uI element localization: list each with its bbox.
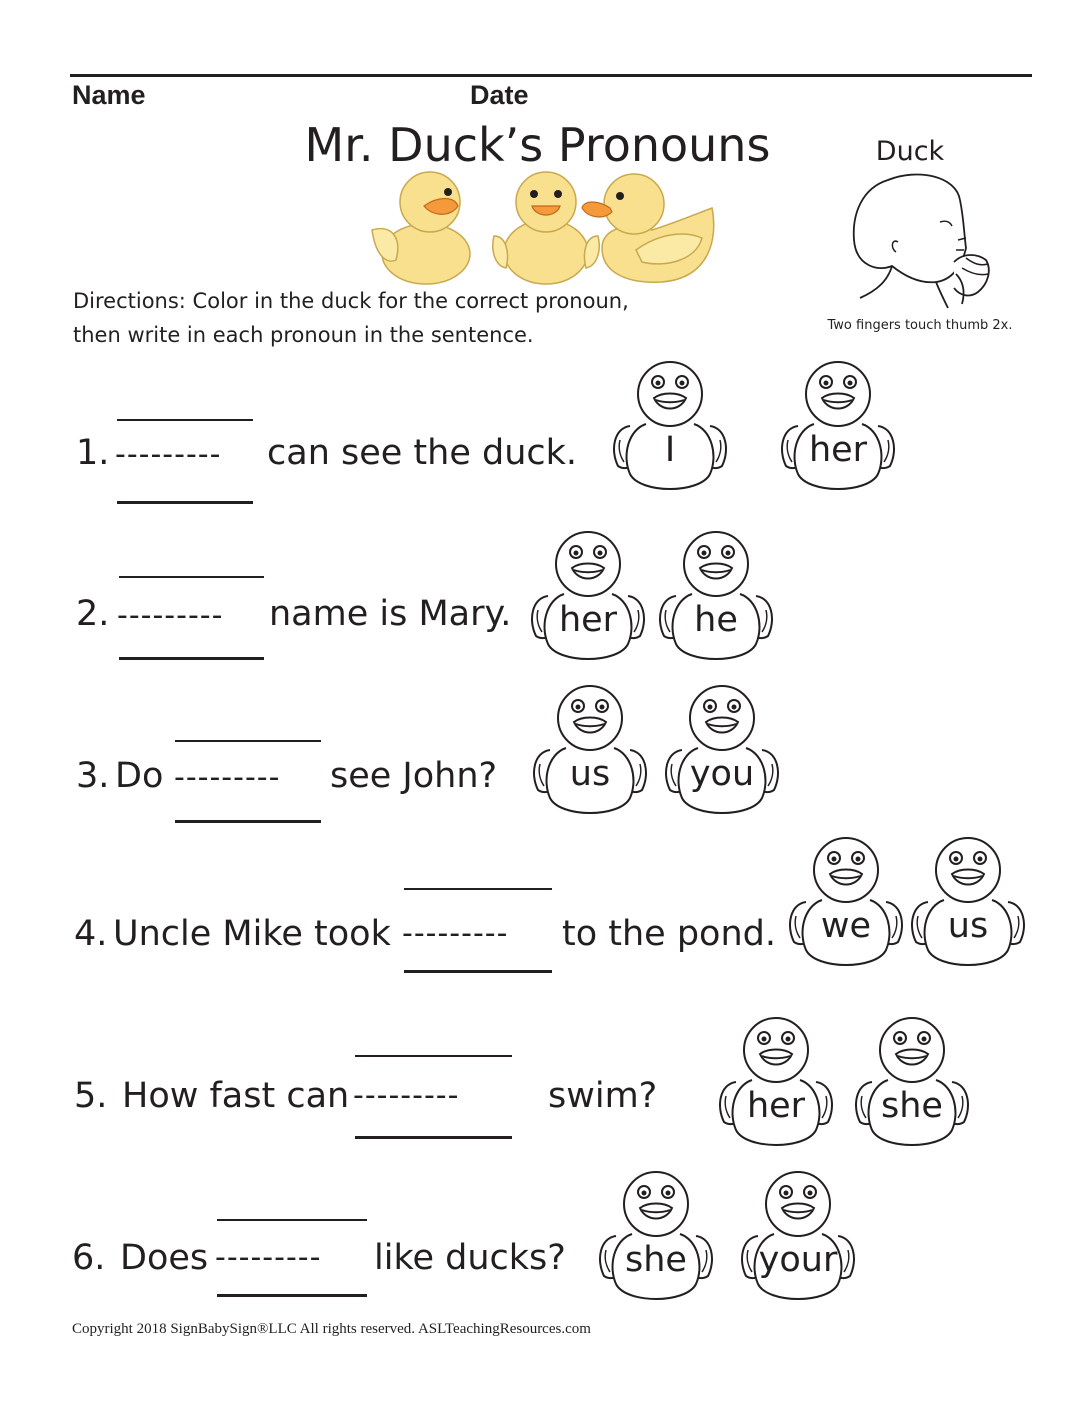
duck-outline-icon <box>608 356 732 496</box>
question-6-number: 6. <box>72 1238 106 1278</box>
question-6-option-2-duck[interactable] <box>736 1166 860 1306</box>
directions <box>73 284 629 352</box>
duck-option-label: you <box>689 754 755 794</box>
duck-outline-icon <box>526 526 650 666</box>
duck-option-label: her <box>558 600 618 640</box>
question-6-text-before: Does <box>120 1238 209 1278</box>
question-5-option-2-duck[interactable] <box>850 1012 974 1152</box>
sign-word: Duck <box>875 136 945 167</box>
header-rule <box>70 74 1032 77</box>
question-3-option-2-duck[interactable] <box>660 680 784 820</box>
duck-option-label: she <box>881 1086 943 1126</box>
duck-outline-icon <box>594 1166 718 1306</box>
duck-option-label: we <box>820 906 872 946</box>
question-5-answer-blank[interactable]: --------- <box>353 1078 460 1113</box>
question-6-blank-baseline <box>217 1294 367 1297</box>
question-1-option-1-duck[interactable] <box>608 356 732 496</box>
date-label: Date <box>470 80 529 110</box>
question-4-blank-top-line <box>404 888 552 890</box>
duck-option-label: her <box>808 430 868 470</box>
duck-option-label: her <box>746 1086 806 1126</box>
question-4-text-before: Uncle Mike took <box>113 914 391 954</box>
question-3-text-before: Do <box>115 756 164 796</box>
question-3-option-1-duck[interactable] <box>528 680 652 820</box>
question-1-option-2-duck[interactable] <box>776 356 900 496</box>
duck-option-label: he <box>694 600 738 640</box>
sign-caption: Two fingers touch thumb 2x. <box>827 318 1013 333</box>
duck-option-label: us <box>569 754 611 794</box>
question-2-option-1-duck[interactable] <box>526 526 650 666</box>
question-4-text-after: to the pond. <box>562 914 776 954</box>
question-5-number: 5. <box>74 1076 108 1116</box>
question-4-option-1-duck[interactable] <box>784 832 908 972</box>
duck-outline-icon <box>736 1166 860 1306</box>
question-4-option-2-duck[interactable] <box>906 832 1030 972</box>
question-1-text-after: can see the duck. <box>267 433 578 473</box>
question-2-option-2-duck[interactable] <box>654 526 778 666</box>
yellow-ducks-illustration <box>366 168 722 286</box>
question-6-blank-top-line <box>217 1219 367 1221</box>
duck-outline-icon <box>784 832 908 972</box>
question-6-answer-blank[interactable]: --------- <box>215 1240 322 1275</box>
duck-outline-icon <box>906 832 1030 972</box>
question-2-answer-blank[interactable]: --------- <box>117 598 224 633</box>
question-2-blank-baseline <box>119 657 264 660</box>
question-6-option-1-duck[interactable] <box>594 1166 718 1306</box>
duck-outline-icon <box>660 680 784 820</box>
duck-option-label: she <box>625 1240 687 1280</box>
page-title: Mr. Duck’s Pronouns <box>304 118 771 172</box>
question-5-text-before: How fast can <box>122 1076 350 1116</box>
directions-line-1: Directions: Color in the duck for the correct pronoun, <box>73 289 629 313</box>
question-1-answer-blank[interactable]: --------- <box>115 437 222 472</box>
question-5-option-1-duck[interactable] <box>714 1012 838 1152</box>
yellow-duck-front-facing <box>493 172 600 284</box>
question-1-number: 1. <box>76 433 110 473</box>
question-5-blank-top-line <box>355 1055 512 1057</box>
question-2-number: 2. <box>76 594 110 634</box>
question-2-text-after: name is Mary. <box>269 594 512 634</box>
question-4-number: 4. <box>74 914 108 954</box>
duck-outline-icon <box>528 680 652 820</box>
question-3-text-after: see John? <box>330 756 498 796</box>
duck-outline-icon <box>776 356 900 496</box>
question-5-blank-baseline <box>355 1136 512 1139</box>
copyright-footer: Copyright 2018 SignBabySign®LLC All rights reserved. ASLTeachingResources.com <box>72 1321 591 1337</box>
duck-outline-icon <box>714 1012 838 1152</box>
question-1-blank-baseline <box>117 501 253 504</box>
question-4-blank-baseline <box>404 970 552 973</box>
question-2-blank-top-line <box>119 576 264 578</box>
question-5-text-after: swim? <box>548 1076 658 1116</box>
question-3-number: 3. <box>76 756 110 796</box>
question-3-answer-blank[interactable]: --------- <box>174 760 281 795</box>
question-1-blank-top-line <box>117 419 253 421</box>
duck-outline-icon <box>654 526 778 666</box>
question-3-blank-baseline <box>175 820 321 823</box>
duck-outline-icon <box>850 1012 974 1152</box>
question-3-blank-top-line <box>175 740 321 742</box>
duck-option-label: I <box>664 430 676 470</box>
question-6-text-after: like ducks? <box>374 1238 566 1278</box>
duck-option-label: us <box>947 906 989 946</box>
name-label: Name <box>72 80 146 110</box>
question-4-answer-blank[interactable]: --------- <box>402 916 509 951</box>
yellow-duck-side-facing <box>582 174 714 282</box>
duck-sign-illustration <box>848 170 998 310</box>
duck-option-label: your <box>758 1240 838 1280</box>
directions-line-2: then write in each pronoun in the sentence. <box>73 323 534 347</box>
yellow-duck-left-facing <box>372 172 470 284</box>
